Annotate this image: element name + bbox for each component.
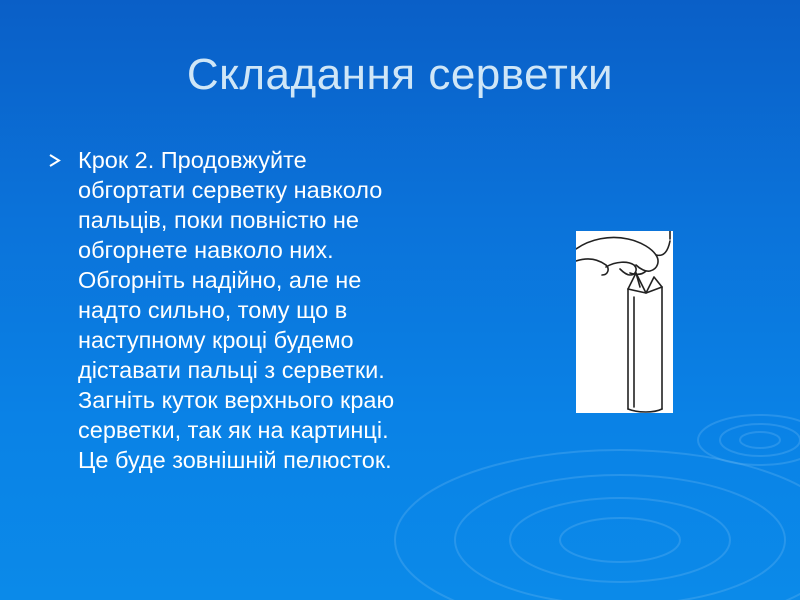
napkin-illustration [576,231,673,413]
text-line: Обгорніть надійно, але не [78,267,362,293]
text-line: обгорнете навколо них. [78,237,334,263]
text-line: обгортати серветку навколо [78,177,383,203]
text-line: надто сильно, тому що в [78,297,348,323]
napkin-drawing-icon [576,231,673,413]
slide-title: Складання серветки [186,50,614,99]
arrow-bullet-icon [48,154,61,167]
step-instructions [78,145,538,475]
text-line: наступному кроці будемо [78,327,354,353]
text-line: Крок 2. Продовжуйте [78,147,307,173]
text-line: Це буде зовнішній пелюсток. [78,447,392,473]
text-line: діставати пальці з серветки. [78,357,385,383]
text-line: пальців, поки повністю не [78,207,359,233]
text-line: серветки, так як на картинці. [78,417,389,443]
text-line: Загніть куток верхнього краю [78,387,395,413]
